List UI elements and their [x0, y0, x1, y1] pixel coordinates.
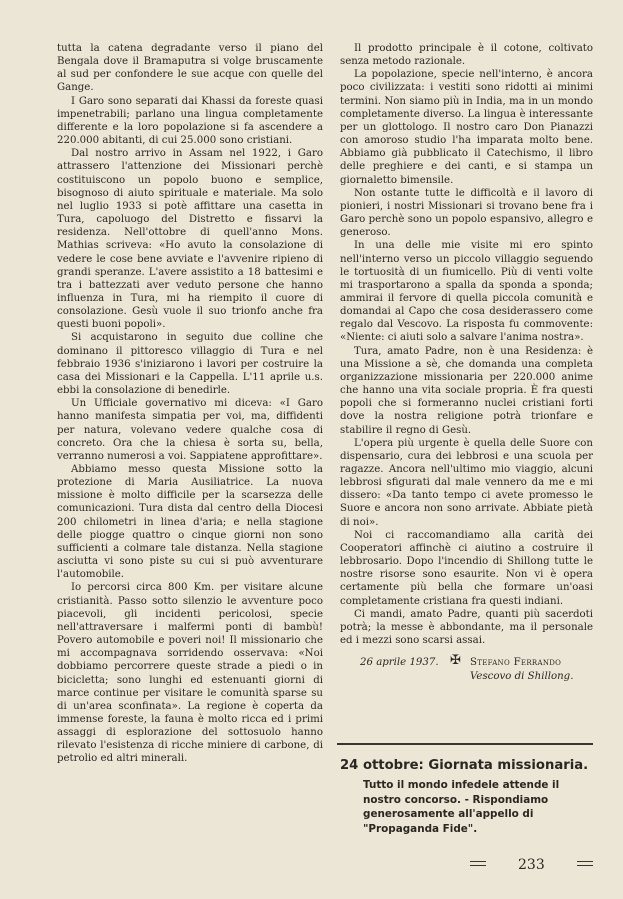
paragraph: Un Ufficiale governativo mi diceva: «I Garo hanno manifesta simpatia per voi, ma, diffidenti per natura, volevano vedere qualche cosa di concreto. Ora che la chiesa è sorta su, bella, verranno numerosi a voi. Sappiatene approfittare».: [57, 398, 323, 462]
paragraph: I Garo sono separati dai Khassi da foreste quasi impenetrabili; parlano una lingua completamente differente e la loro popolazione si fa ascendere a 220.000 abitanti, di cui 25.000 sono cristiani.: [57, 95, 323, 147]
signature-block: [340, 654, 593, 684]
section-divider: [337, 743, 593, 745]
paragraph: Si acquistarono in seguito due colline che dominano il pittoresco villaggio di Tura e nel febbraio 1936 s'iniziarono i lavori per costruire la casa dei Missionari e la Cappella. L'11 aprile u.s. ebbi la consolazione di benedirle.: [57, 332, 323, 397]
footer-ornament-right: [577, 865, 593, 866]
episcopal-cross-icon: ✠: [450, 653, 461, 669]
paragraph: Ci mandi, amato Padre, quanti più sacerdoti potrà; la messe è abbondante, ma il personale ed i mezzi sono scarsi assai.: [340, 608, 593, 647]
paragraph: Non ostante tutte le difficoltà e il lavoro di pionieri, i nostri Missionari si trovano bene fra i Garo perchè sono un popolo espansivo, allegro e generoso.: [340, 187, 593, 239]
footer-ornament-left: [470, 865, 486, 866]
signature-name: Stefano Ferrando: [470, 657, 562, 669]
paragraph: Dal nostro arrivo in Assam nel 1922, i Garo attrassero l'attenzione dei Missionari perchè costituiscono un popolo buono e semplice, bisognoso di aiuto spirituale e materiale. Ma solo nel luglio 1933 si potè affittare una casetta in Tura, capoluogo del Distretto e fissarvi la residenza. Nell'ottobre di quell'anno Mons. Mathias scriveva: «Ho avuto la consolazione di vedere le cose bene avviate e l'avvenire ripieno di grandi speranze. L'avere assistito a 18 battesimi e tra i battezzati aver veduto persone che hanno influenza in Tura, mi ha riempito il cuore di consolazione. Gesù vuole il suo trionfo anche fra questi buoni popoli».: [57, 148, 323, 331]
notice-headline: 24 ottobre: Giornata missionaria.: [340, 758, 589, 773]
paragraph: Il prodotto principale è il cotone, coltivato senza metodo razionale.: [340, 43, 593, 68]
paragraph: Abbiamo messo questa Missione sotto la protezione di Maria Ausiliatrice. La nuova missione è molto difficile per la scarsezza delle comunicazioni. Tura dista dal centro della Diocesi 200 chilometri in linea d'aria; e nella stagione delle piogge quattro o cinque giorni non sono sufficienti a colmare tale distanza. Nella stagione asciutta vi sono piste su cui si può avventurare l'automobile.: [57, 464, 323, 581]
paragraph: Tura, amato Padre, non è una Residenza: è una Missione a sè, che domanda una completa organizzazione missionaria per 220.000 anime che hanno una vita sociale propria. È fra questi popoli che si formeranno nuclei cristiani forti dove la nostra religione potrà trionfare e stabilire il regno di Gesù.: [340, 345, 593, 436]
page-number: 233: [518, 857, 545, 873]
page-footer: [470, 857, 598, 877]
footer-ornament-left: [470, 861, 486, 862]
paragraph: L'opera più urgente è quella delle Suore con dispensario, cura dei lebbrosi e una scuola per ragazze. Ancora nell'ultimo mio viaggio, alcuni lebbrosi sfigurati dal male vennero da me e mi dissero: «Da tanto tempo ci avete promesso le Suore e ancora non sono arrivate. Abbiate pietà di noi».: [340, 437, 593, 528]
left-column: [57, 42, 323, 766]
notice-subhead: Tutto il mondo infedele attende il nostro concorso. - Rispondiamo generosamente all'appello di "Propaganda Fide".: [363, 779, 560, 835]
footer-ornament-right: [577, 861, 593, 862]
paragraph: Io percorsi circa 800 Km. per visitare alcune cristianità. Passo sotto silenzio le avventure poco piacevoli, gli incidenti pericolosi, specie nell'attraversare i malfermi ponti di bambù! Povero automobile e poveri noi! Il missionario che mi accompagnava sorridendo osservava: «Noi dobbiamo percorrere queste strade a piedi o in bicicletta; sono lunghi ed estenuanti giorni di marce continue per visitare le comunità sparse su di un'area sconfinata». La regione è coperta da immense foreste, la fauna è molto ricca ed i primi assaggi di esplorazione del sottosuolo hanno rilevato l'esistenza di ricche miniere di carbone, di petrolio ed altri minerali.: [57, 582, 323, 765]
right-column: [340, 42, 593, 684]
paragraph: tutta la catena degradante verso il piano del Bengala dove il Bramaputra si volge bruscamente al sud per confondere le sue acque con quelle del Gange.: [57, 43, 323, 94]
paragraph: La popolazione, specie nell'interno, è ancora poco civilizzata: i vestiti sono ridotti ai minimi termini. Non siamo più in India, ma in un mondo completamente diverso. La lingua è interessante per un glottologo. Il nostro caro Don Pianazzi con amoroso studio l'ha imparata molto bene. Abbiamo già pubblicato il Catechismo, il libro delle preghiere e dei canti, e si stampa un giornaletto bimensile.: [340, 69, 593, 186]
paragraph: Noi ci raccomandiamo alla carità dei Cooperatori affinchè ci aiutino a costruire il lebbrosario. Dopo l'incendio di Shillong tutte le nostre risorse sono esaurite. Non vi è opera certamente più bella che formare un'oasi completamente cristiana fra questi indiani.: [340, 529, 593, 607]
signature-date: 26 aprile 1937.: [360, 657, 439, 669]
signature-title: Vescovo di Shillong.: [470, 671, 574, 683]
paragraph: In una delle mie visite mi ero spinto nell'interno verso un piccolo villaggio seguendo le tortuosità di un fiumicello. Più di venti volte mi trasportarono a spalla da sponda a sponda; ammirai il fervore di quella piccola comunità e domandai al Capo che cosa desiderassero come regalo dal Vescovo. La risposta fu commovente: «Niente: ci aiuti solo a salvare l'anima nostra».: [340, 240, 593, 344]
